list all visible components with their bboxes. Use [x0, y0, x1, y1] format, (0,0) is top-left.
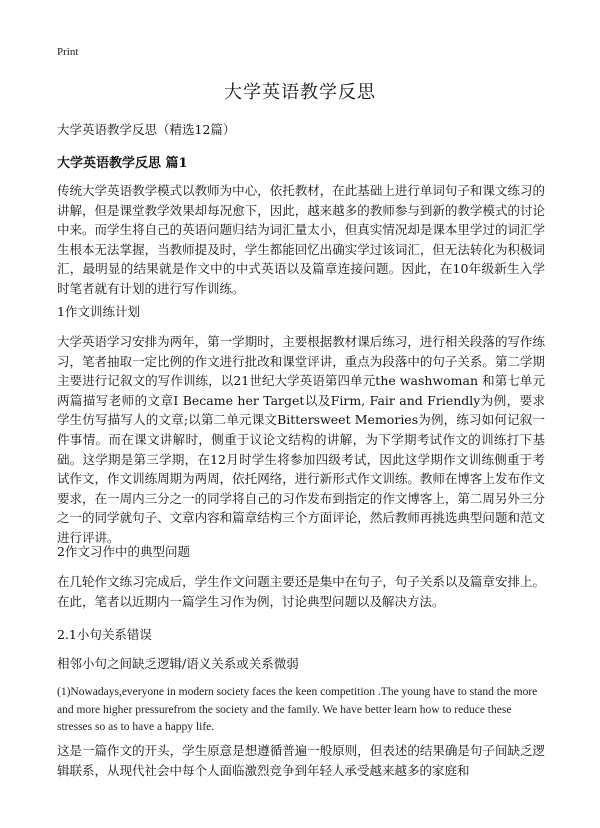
paragraph-training-plan: 大学英语学习安排为两年，第一学期时，主要根据教材课后练习，进行相关段落的写作练习，笔者抽取一定比例的作文进行批改和课堂评讲，重点为段落中的句子关系。第二学期主要进行记叙文的写作训练，以21世纪大学英语第四单元the washwoman 和第七单元两篇描写老师的文章I Became her Target以及Firm, Fair and Friendly为例，要求学生仿写描写人的文章;以第二单元课文Bittersweet Memories为例，练习如何记叙一件事情。而在课文讲解时，侧重于议论文结构的讲解，为下学期考试作文的训练打下基础。这学期是第三学期，在12月时学生将参加四级考试，因此这学期作文训练侧重于考试作文，作文训练周期为两周，依托网络，进行新形式作文训练。教师在博客上发布作文要求，在一周内三分之一的同学将自己的习作发布到指定的作文博客上，第二周另外三分之一的同学就句子、文章内容和篇章结构三个方面评论，然后教师再挑选典型问题和范文进行评讲。 [57, 334, 545, 545]
paragraph-analysis: 这是一篇作文的开头，学生原意是想遵循普遍一般原则，但表述的结果确是句子间缺乏逻辑联系，从现代社会中每个人面临激烈竞争到年轻人承受越来越多的家庭和 [57, 743, 545, 778]
section-title: 大学英语教学反思 篇1 [57, 156, 188, 171]
heading-clause-relations: 相邻小句之间缺乏逻辑/语义关系或关系微弱 [57, 656, 299, 671]
paragraph-intro: 传统大学英语教学模式以教师为中心，依托教材，在此基础上进行单词句子和课文练习的讲解，但是课堂教学效果却每况愈下，因此，越来越多的教师参与到新的教学模式的讨论中来。而学生将自己的英语问题归结为词汇量太小，但真实情况却是课本里学过的词汇学生根本无法掌握，当教师提及时，学生都能回忆出确实学过该词汇，但无法转化为积极词汇，最明显的结果就是作文中的中式英语以及篇章连接问题。因此，在10年级新生入学时笔者就有计划的进行写作训练。 [57, 183, 545, 296]
paragraph-typical-problems: 在几轮作文练习完成后，学生作文问题主要还是集中在句子，句子关系以及篇章安排上。在此，笔者以近期内一篇学生习作为例，讨论典型问题以及解决方法。 [57, 574, 545, 609]
print-link[interactable]: Print [57, 46, 79, 58]
heading-typical-problems: 2作文习作中的典型问题 [57, 544, 190, 559]
heading-training-plan: 1作文训练计划 [57, 304, 140, 319]
heading-clause-errors: 2.1小句关系错误 [57, 627, 152, 642]
page-title: 大学英语教学反思 [224, 82, 376, 103]
english-example: (1)Nowadays,everyone in modern society faces the keen competition .The young have to stand the more and more higher pressurefrom the society and the family. We have better learn how to reduce these stresses so as to have a happy life. [57, 686, 538, 733]
document-subtitle: 大学英语教学反思（精选12篇） [57, 122, 236, 137]
